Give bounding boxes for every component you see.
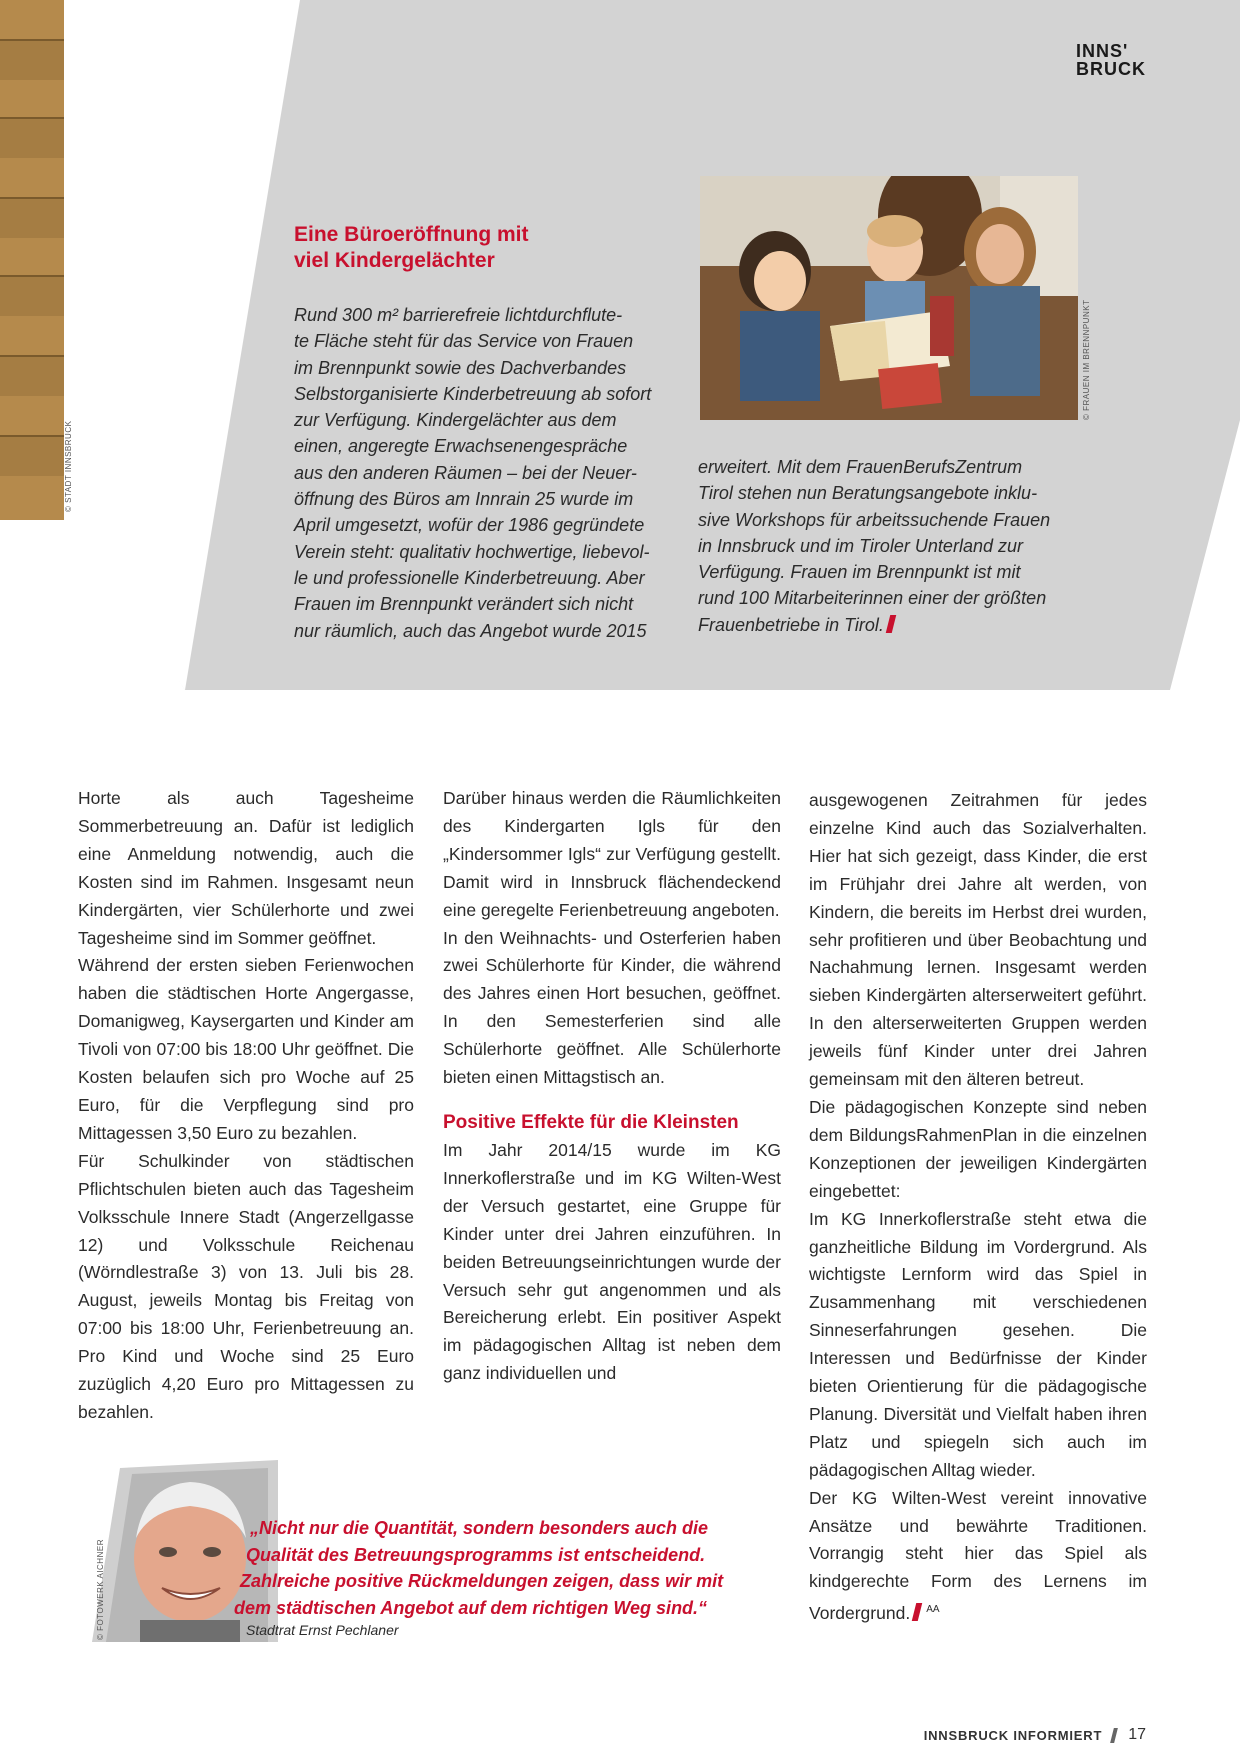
author-initials: AA <box>926 1604 940 1616</box>
publication-name: INNSBRUCK INFORMIERT <box>923 1727 1103 1743</box>
credit-stadt-innsbruck: © STADT INNSBRUCK <box>64 420 73 512</box>
col3-last-paragraph <box>809 1485 1147 1628</box>
box-line-text: Verein steht: qualitativ hochwertige, liebevol- <box>294 541 650 562</box>
col2-paragraphs-after <box>443 1137 781 1388</box>
box-text-line <box>294 328 674 354</box>
end-mark-icon <box>886 615 896 633</box>
box-line-text: öffnung des Büros am Innrain 25 wurde im <box>294 489 634 510</box>
box-text-line <box>294 618 674 644</box>
box-text-line <box>698 533 1078 559</box>
box-line-text: in Innsbruck und im Tiroler Unterland zur <box>698 535 1023 556</box>
col3-paragraphs <box>809 787 1147 1485</box>
box-line-text: sive Workshops für arbeitssuchende Frauen <box>698 509 1051 530</box>
body-paragraph: Für Schulkinder von städtischen Pflichtschulen bieten auch das Tagesheim Volksschule Innere Stadt (Angerzellgasse 12) und Volksschule Reichenau (Wörndlestraße 3) von 13. Juli bis 28. August, jeweils Montag bis Freitag von 07:00 bis 18:00 Uhr, Ferienbetreuung an. Pro Kind und Woche sind 25 Euro zuzüglich 4,20 Euro pro Mittagessen zu bezahlen. <box>78 1150 414 1422</box>
box-text-line <box>294 539 674 565</box>
box-intro-left <box>294 302 674 644</box>
box-line-text: zur Verfügung. Kindergelächter aus dem <box>294 410 617 431</box>
footer-divider-icon <box>1110 1728 1118 1743</box>
box-text-line <box>294 486 674 512</box>
box-line-text: Frauenbetriebe in Tirol. <box>698 614 884 635</box>
box-text-line <box>294 302 674 328</box>
box-line-text: April umgesetzt, wofür der 1986 gegründete <box>294 515 645 536</box>
box-intro-right <box>698 454 1078 638</box>
box-line-text: Selbstorganisierte Kinderbetreuung ab sofort <box>294 383 652 404</box>
box-text-line <box>698 585 1078 611</box>
box-line-text: einen, angeregte Erwachsenengespräche <box>294 436 628 457</box>
subhead-positive-effekte: Positive Effekte für die Kleinsten <box>443 1111 739 1133</box>
box-text-line <box>698 454 1078 480</box>
box-text-line <box>294 591 674 617</box>
box-text-line <box>294 355 674 381</box>
pull-quote <box>234 1515 750 1621</box>
body-column-3 <box>809 787 1147 1628</box>
headline-line-1: Eine Büroeröffnung mit <box>294 223 529 246</box>
credit-frauen-im-brennpunkt: © FRAUEN IM BRENNPUNKT <box>1082 299 1091 420</box>
box-text-line <box>294 433 674 459</box>
body-paragraph: Im Jahr 2014/15 wurde im KG Innerkoflerstraße und im KG Wilten-West der Versuch gestartet, eine Gruppe für Kinder unter drei Jahren einzuführen. In beiden Betreuungseinrichtungen wurde der Versuch sehr gut angenommen und als Bereicherung erlebt. Ein positiver Aspekt im pädagogischen Alltag ist neben dem ganz individuellen und <box>443 1139 781 1384</box>
innsbruck-logo <box>1076 42 1146 78</box>
quote-line-1: „Nicht nur die Quantität, sondern besonders auch die <box>250 1518 709 1538</box>
box-line-text: aus den anderen Räumen – bei der Neuer- <box>294 462 637 483</box>
quote-attribution: Stadtrat Ernst Pechlaner <box>246 1622 399 1638</box>
box-headline <box>294 222 594 274</box>
body-paragraph: Horte als auch Tagesheime Sommerbetreuung an. Dafür ist lediglich eine Anmeldung notwendig, auch die Kosten sind im Rahmen. Insgesamt neun Kindergärten, vier Schülerhorte und zwei Tagesheime sind im Sommer geöffnet. <box>78 788 414 948</box>
quote-line-4: dem städtischen Angebot auf dem richtigen Weg sind.“ <box>234 1597 708 1618</box>
box-line-text: Frauen im Brennpunkt verändert sich nicht <box>294 594 634 615</box>
box-text-line <box>698 612 1078 638</box>
children-reading-photo <box>700 176 1078 420</box>
body-paragraph: Im KG Innerkoflerstraße steht etwa die ganzheitliche Bildung im Vordergrund. Als wichtigste Lernform wird das Spiel in Zusammenhang mit verschiedenen Sinneserfahrungen gesehen. Die Interessen und Bedürfnisse der Kinder bieten Orientierung für die pädagogische Planung. Diversität und Vielfalt haben ihren Platz und spiegeln sich auch im pädagogischen Alltag wieder. <box>809 1208 1147 1480</box>
box-line-text: im Brennpunkt sowie des Dachverbandes <box>294 357 627 378</box>
body-column-1 <box>78 785 414 1427</box>
box-text-line <box>698 559 1078 585</box>
box-text-line <box>294 565 674 591</box>
body-paragraph: In den Weihnachts- und Osterferien haben zwei Schülerhorte für Kinder, die während des Jahres einen Hort besuchen, geöffnet. In den Semesterferien sind alle Schülerhorte geöffnet. Alle Schülerhorte bieten einen Mittagstisch an. <box>443 927 781 1088</box>
headline-line-2: viel Kindergelächter <box>294 249 495 272</box>
body-paragraph: Die pädagogischen Konzepte sind neben dem BildungsRahmenPlan in die einzelnen Konzeptionen der jeweiligen Kindergärten eingebettet: <box>809 1096 1147 1201</box>
box-line-text: te Fläche steht für das Service von Frauen <box>294 331 634 352</box>
box-text-line <box>698 480 1078 506</box>
body-paragraph: ausgewogenen Zeitrahmen für jedes einzelne Kind auch das Sozialverhalten. Hier hat sich gezeigt, dass Kinder, die erst im Frühjahr drei Jahre alt werden, von Kindern, die bereits im Herbst drei wurden, sehr profitieren und über Beobachtung und Nachahmung lernen. Insgesamt werden sieben Kindergärten alterserweitert geführt. In den alterserweiterten Gruppen werden jeweils fünf Kinder unter drei Jahren gemeinsam mit den älteren betreut. <box>809 790 1147 1090</box>
box-line-text: Tirol stehen nun Beratungsangebote inklu- <box>698 483 1038 504</box>
page-footer <box>924 1726 1146 1744</box>
box-line-text: le und professionelle Kinderbetreuung. Aber <box>294 567 645 588</box>
col2-paragraphs <box>443 785 781 1092</box>
page-number: 17 <box>1128 1726 1146 1743</box>
end-mark-icon <box>912 1603 922 1621</box>
body-paragraph: Während der ersten sieben Ferienwochen haben die städtischen Horte Angergasse, Domanigweg, Kaysergarten und Kinder am Tivoli von 07:00 bis 18:00 Uhr geöffnet. Die Kosten belaufen sich pro Woche auf 25 Euro, für die Verpflegung sind pro Mittagessen 3,50 Euro zu bezahlen. <box>78 955 414 1143</box>
box-text-line <box>294 512 674 538</box>
box-text-line <box>294 407 674 433</box>
body-paragraph: Darüber hinaus werden die Räumlichkeiten des Kindergarten Igls für den „Kindersommer Igls“ zur Verfügung gestellt. Damit wird in Innsbruck flächendeckend eine geregelte Ferienbetreuung angeboten. <box>443 788 781 920</box>
box-line-text: Rund 300 m² barrierefreie lichtdurchflute- <box>294 305 623 325</box>
quote-line-2: Qualität des Betreuungsprogramms ist entscheidend. <box>246 1544 706 1565</box>
logo-line-2: BRUCK <box>1076 59 1146 79</box>
logo-line-1: INNS' <box>1076 41 1129 61</box>
last-paragraph-text: Der KG Wilten-West vereint innovative Ansätze und bewährte Traditionen. Vorrangig steht hier das Spiel als kindgerechte Form des Lernens im Vordergrund. <box>809 1487 1147 1624</box>
box-line-text: rund 100 Mitarbeiterinnen einer der größten <box>698 588 1047 609</box>
quote-line-3: Zahlreiche positive Rückmeldungen zeigen, dass wir mit <box>240 1571 724 1591</box>
box-line-text: Verfügung. Frauen im Brennpunkt ist mit <box>698 562 1021 583</box>
credit-fotowerk-aichner: © FOTOWERK AICHNER <box>96 1539 105 1640</box>
box-text-line <box>294 381 674 407</box>
box-line-text: erweitert. Mit dem FrauenBerufsZentrum <box>698 457 1023 477</box>
box-text-line <box>294 460 674 486</box>
box-text-line <box>698 507 1078 533</box>
box-line-text: nur räumlich, auch das Angebot wurde 2015 <box>294 620 647 641</box>
body-column-2 <box>443 785 781 1388</box>
